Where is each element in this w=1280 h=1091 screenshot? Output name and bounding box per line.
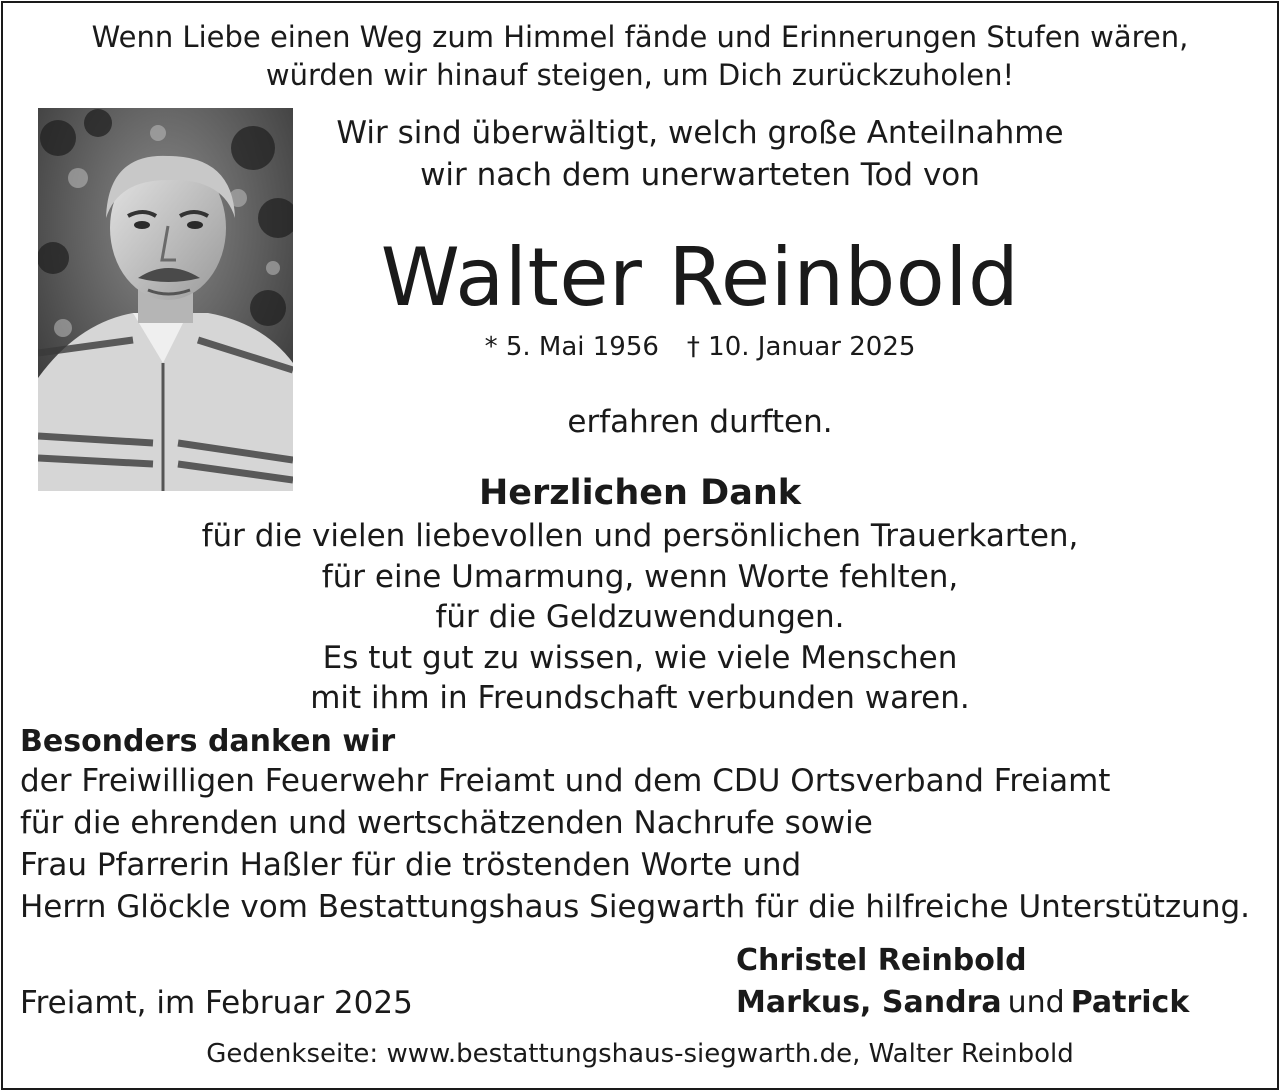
thanks-line: für eine Umarmung, wenn Worte fehlten, [321,558,959,595]
intro-line: wir nach dem unerwarteten Tod von [420,157,980,193]
signer-names: Patrick [1070,985,1190,1020]
special-line: Frau Pfarrerin Haßler für die tröstenden Worte und [20,847,802,883]
birth-date: * 5. Mai 1956 [484,332,659,362]
quote-line: würden wir hinauf steigen, um Dich zurückzuholen! [265,58,1015,92]
intro-text [300,112,1100,196]
deceased-name: Walter Reinbold [380,231,1020,324]
special-line: Herrn Glöckle vom Bestattungshaus Siegwarth für die hilfreiche Unterstützung. [20,889,1250,925]
thanks-line: für die vielen liebevollen und persönlichen Trauerkarten, [201,518,1079,554]
quote-line: Wenn Liebe einen Weg zum Himmel fände und Erinnerungen Stufen wären, [91,20,1189,54]
thanks-lines [0,516,1280,719]
special-line: für die ehrenden und wertschätzenden Nachrufe sowie [20,805,873,841]
life-dates [300,330,1100,364]
thanks-line: für die Geldzuwendungen. [435,599,845,635]
learned-text: erfahren durften. [567,404,833,440]
portrait-photo [38,108,293,491]
signer-line [736,982,1189,1024]
place-date: Freiamt, im Februar 2025 [20,985,413,1021]
thanks-heading: Herzlichen Dank [478,473,802,513]
special-thanks-heading: Besonders danken wir [20,724,396,759]
special-thanks-lines [20,760,1250,928]
signer-conjunction: und [1007,985,1065,1020]
thanks-line: Es tut gut zu wissen, wie viele Menschen [322,639,958,676]
memorial-page-link: Gedenkseite: www.bestattungshaus-siegwarth.de, Walter Reinbold [206,1039,1074,1069]
signers [736,940,1189,1024]
special-line: der Freiwilligen Feuerwehr Freiamt und dem CDU Ortsverband Freiamt [20,763,1111,799]
thanks-line: mit ihm in Freundschaft verbunden waren. [310,680,970,716]
death-date: † 10. Januar 2025 [686,332,916,362]
signer-line: Christel Reinbold [736,943,1027,978]
intro-line: Wir sind überwältigt, welch große Anteilnahme [336,115,1064,151]
memorial-quote [0,18,1280,94]
signer-names: Markus, Sandra [736,985,1002,1020]
